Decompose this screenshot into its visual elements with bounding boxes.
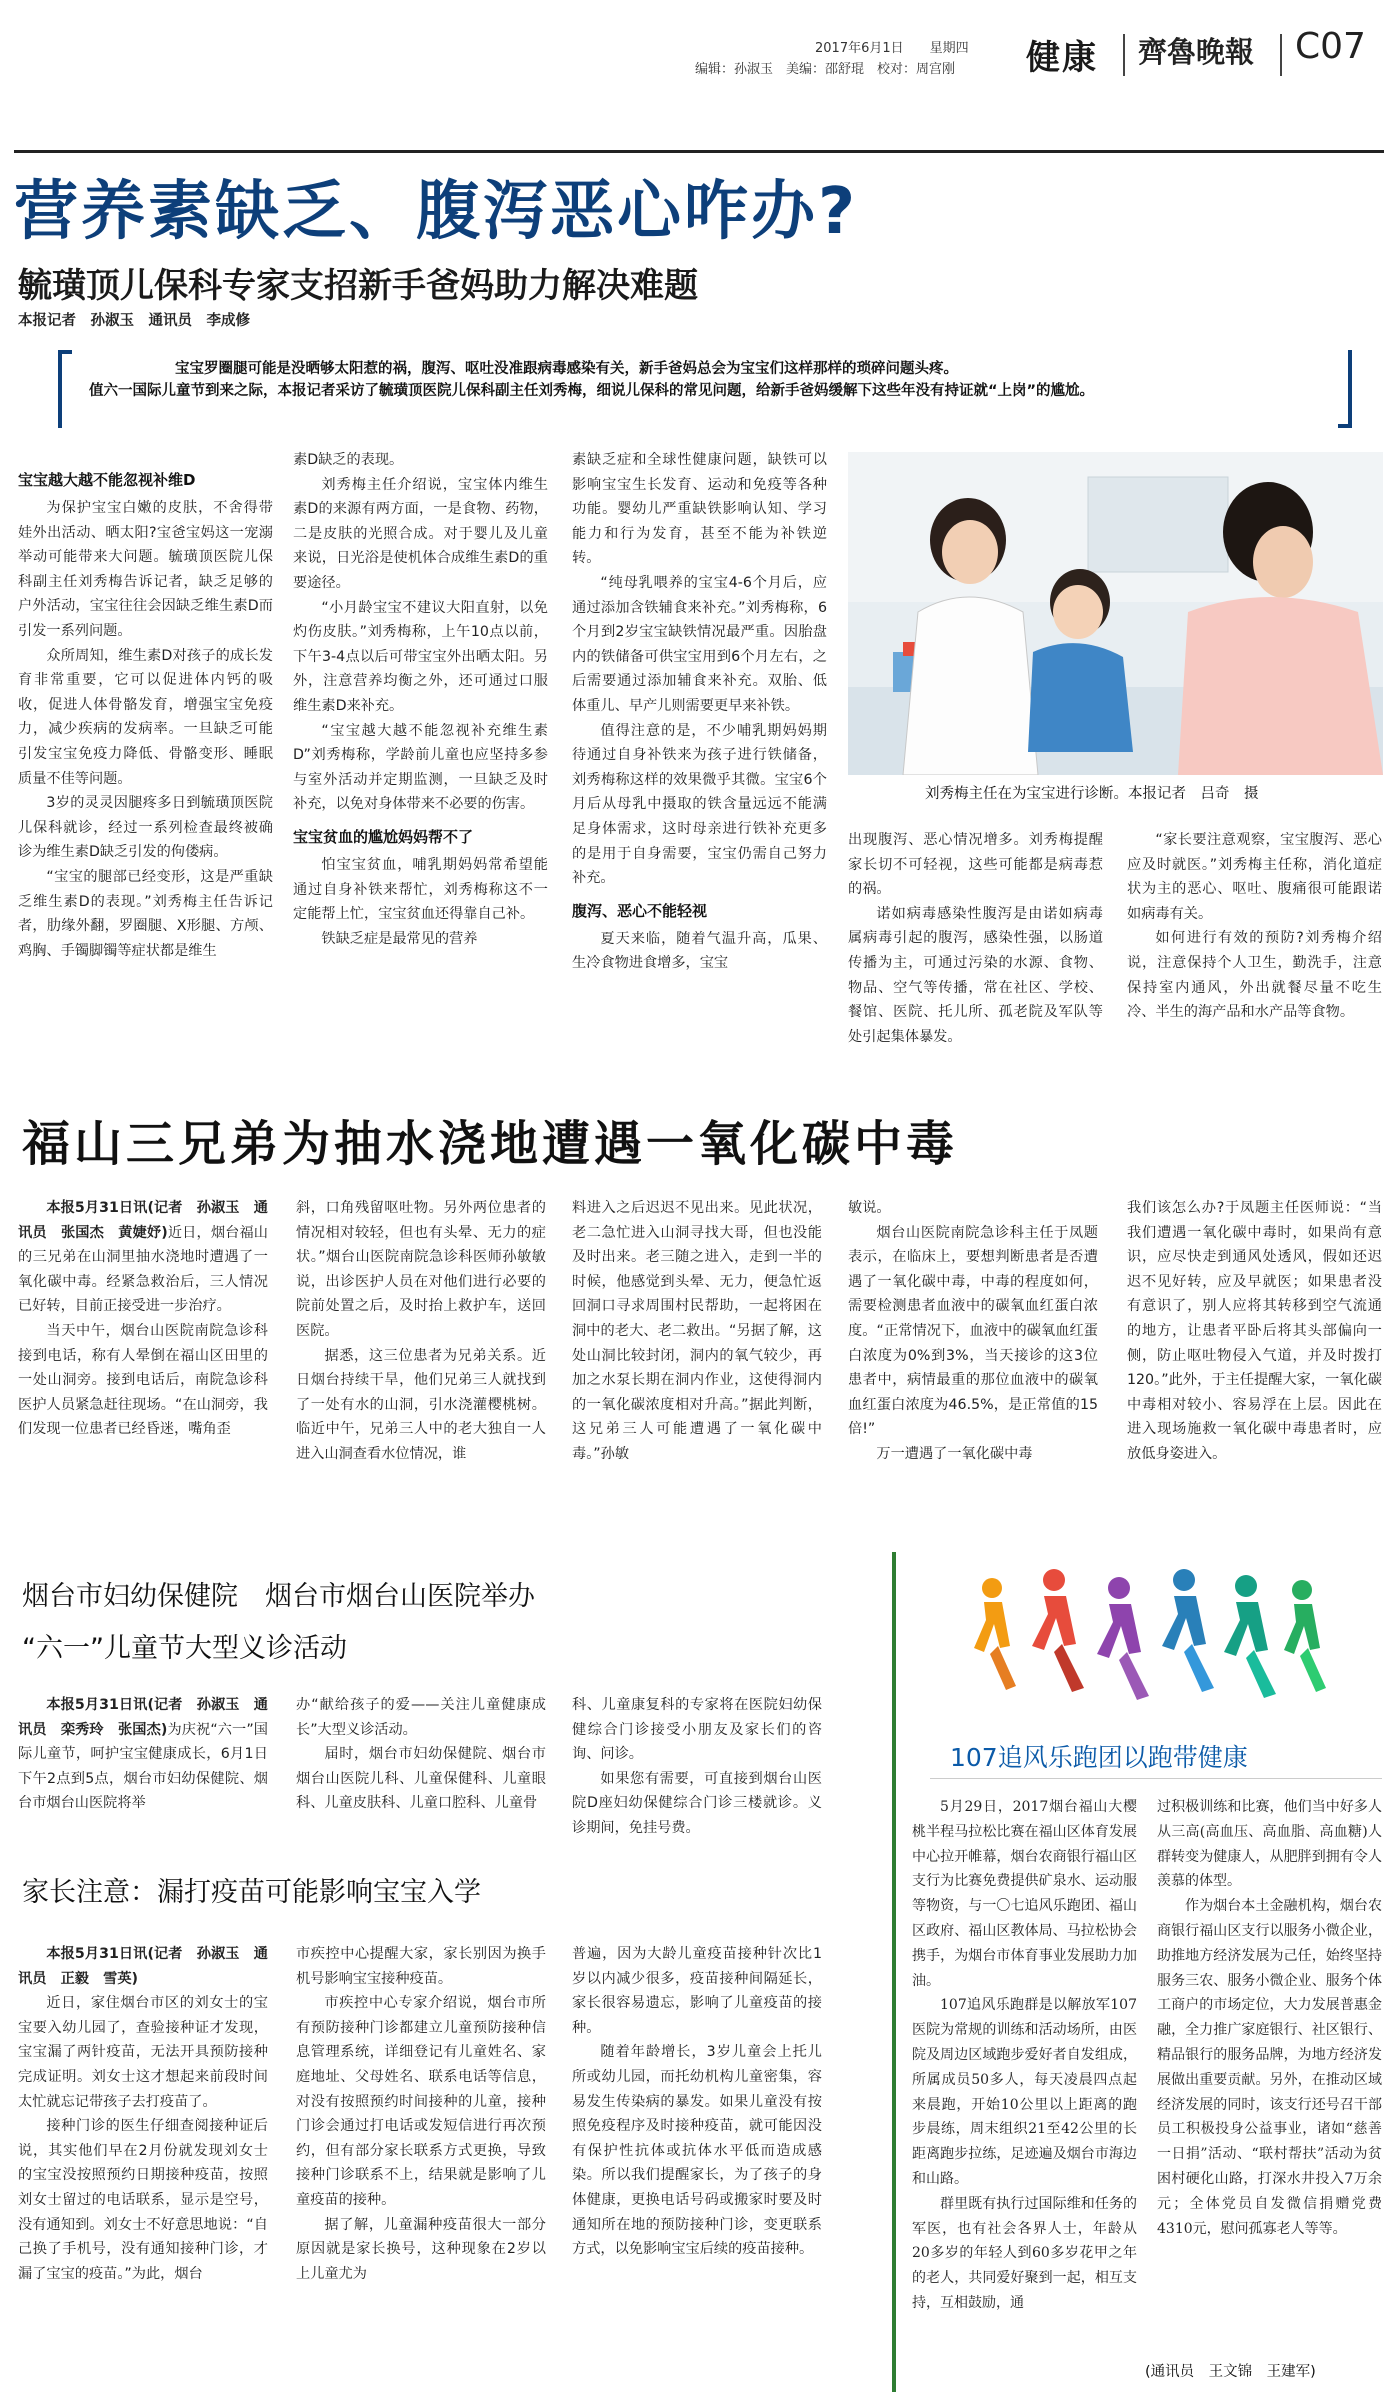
article1-column-1 <box>18 460 273 1080</box>
lead-paragraph: 值六一国际儿童节到来之际，本报记者采访了毓璜顶医院儿保科副主任刘秀梅，细说儿保科的常见问题，给新手爸妈缓解下这些年没有持证就“上岗”的尴尬。 <box>89 383 1095 399</box>
dateline: 本报5月31日讯(记者 孙淑玉 通讯员 正毅 雪英) <box>18 1946 268 1987</box>
clinic-photo-illustration <box>848 452 1383 775</box>
paragraph: 敏说。 <box>848 1200 891 1216</box>
article1-column-5 <box>1127 828 1382 1080</box>
runners-illustration <box>962 1566 1342 1706</box>
paragraph: 素缺乏症和全球性健康问题，缺铁可以影响宝宝生长发育、运动和免疫等各种功能。婴幼儿严重缺铁影响认知、学习能力和行为发育，甚至不能为补铁逆转。 <box>572 452 827 567</box>
paragraph: 届时，烟台市妇幼保健院、烟台市烟台山医院儿科、儿童保健科、儿童眼科、儿童皮肤科、儿童口腔科、儿童骨 <box>296 1746 546 1812</box>
dateline: 本报5月31日讯(记者 孙淑玉 通讯员 张国杰 黄婕妤) <box>18 1200 268 1241</box>
paragraph: 普遍，因为大龄儿童疫苗接种针次比1岁以内减少很多，疫苗接种间隔延长，家长很容易遗忘，影响了儿童疫苗的接种。 <box>572 1946 822 2036</box>
paragraph <box>18 1942 268 1991</box>
article1-column-4 <box>848 828 1103 1080</box>
paragraph: 3岁的灵灵因腿疼多日到毓璜顶医院儿保科就诊，经过一系列检查最终被确诊为维生素D缺乏引发的佝偻病。 <box>18 795 273 861</box>
paragraph: 市疾控中心专家介绍说，烟台市所有预防接种门诊都建立儿童预防接种信息管理系统，详细登记有儿童姓名、家庭地址、父母姓名、联系电话等信息，对没有按照预约时间接种的儿童，接种门诊会通过打电话或发短信进行再次预约，但有部分家长联系方式更换，导致接种门诊联系不上，结果就是影响了儿童疫苗的接种。 <box>296 1995 546 2208</box>
staff-credits: 编辑：孙淑玉 美编：邵舒琨 校对：周宫刚 <box>695 62 956 77</box>
paragraph <box>18 1196 268 1319</box>
paragraph: “宝宝越大越不能忽视补充维生素D”刘秀梅称，学龄前儿童也应坚持多参与室外活动并定期监测，一旦缺乏及时补充，以免对身体带来不必要的伤害。 <box>293 722 548 813</box>
paragraph: 怕宝宝贫血，哺乳期妈妈常希望能通过自身补铁来帮忙，刘秀梅称这不一定能帮上忙，宝宝贫血还得靠自己补。 <box>293 856 548 923</box>
article1-column-3 <box>572 448 827 1080</box>
paragraph: 烟台山医院南院急诊科主任于凤题表示，在临床上，要想判断患者是否遭遇了一氧化碳中毒，中毒的程度如何，需要检测患者血液中的碳氧血红蛋白浓度。“正常情况下，血液中的碳氧血红蛋白浓度为0%到3%，当天接诊的这3位患者中，病情最重的那位血液中的碳氧血红蛋白浓度为46.5%，是正常值的15倍!” <box>848 1224 1098 1438</box>
paragraph: 素D缺乏的表现。 <box>293 452 404 468</box>
article1-subtitle: 毓璜顶儿保科专家支招新手爸妈助力解决难题 <box>18 266 698 306</box>
article3-column-2 <box>296 1693 546 1843</box>
article4-column-2 <box>296 1942 546 2390</box>
paragraph: 我们该怎么办?于凤题主任医师说：“当我们遭遇一氧化碳中毒时，如果尚有意识，应尽快走到通风处透风，假如还迟迟不见好转，应及早就医；如果患者没有意识了，别人应将其转移到空气流通的地方，让患者平卧后将其头部偏向一侧，防止呕吐物侵入气道，并及时拨打120。”此外，于主任提醒大家，一氧化碳中毒相对较小、容易浮在上层。因此在进入现场施救一氧化碳中毒患者时，应放低身姿进入。 <box>1127 1200 1382 1462</box>
paragraph: “小月龄宝宝不建议大阳直射，以免灼伤皮肤。”刘秀梅称，上午10点以前，下午3-4点以后可带宝宝外出晒太阳。另外，注意营养均衡之外，还可通过口服维生素D来补充。 <box>293 599 548 714</box>
runners-graphic <box>962 1566 1342 1706</box>
article4-column-1 <box>18 1942 268 2390</box>
paragraph: 过积极训练和比赛，他们当中好多人从三高(高血压、高血脂、高血糖)人群转变为健康人，从肥胖到拥有令人羡慕的体型。 <box>1157 1799 1382 1890</box>
article4-title: 家长注意：漏打疫苗可能影响宝宝入学 <box>22 1877 481 1908</box>
paragraph: “家长要注意观察，宝宝腹泻、恶心应及时就医。”刘秀梅主任称，消化道症状为主的恶心、呕吐、腹痛很可能跟诺如病毒有关。 <box>1127 832 1382 922</box>
clinic-photo <box>848 452 1383 775</box>
article2-column-2 <box>296 1196 546 1541</box>
paragraph: 近日，家住烟台市区的刘女士的宝宝要入幼儿园了，查验接种证才发现，宝宝漏了两针疫苗，无法开具预防接种完成证明。刘女士这才想起来前段时间太忙就忘记带孩子去打疫苗了。 <box>18 1995 268 2110</box>
article5-title-rule <box>930 1778 1382 1779</box>
paragraph: 107追风乐跑群是以解放军107医院为常规的训练和活动场所，由医院及周边区域跑步爱好者自发组成，所属成员50多人，每天凌晨四点起来晨跑，开始10公里以上距离的跑步晨练，周末组织21至42公里的长距离跑步拉练，足迹遍及烟台市海边和山路。 <box>912 1997 1137 2187</box>
article5-credit: (通讯员 王文锦 王建军) <box>1145 2364 1316 2380</box>
paragraph: 随着年龄增长，3岁儿童会上托儿所或幼儿园，而托幼机构儿童密集，容易发生传染病的暴发。如果儿童没有按照免疫程序及时接种疫苗，就可能因没有保护性抗体或抗体水平低而造成感染。所以我们提醒家长，为了孩子的身体健康，更换电话号码或搬家时要及时通知所在地的预防接种门诊，变更联系方式，以免影响宝宝后续的疫苗接种。 <box>572 2044 822 2258</box>
article2-column-5 <box>1127 1196 1382 1541</box>
sidebar-rule <box>892 1552 896 2392</box>
article1-column-2 <box>293 448 548 1080</box>
paragraph: 斜，口角残留呕吐物。另外两位患者的情况相对较轻，但也有头晕、无力的症状。”烟台山医院南院急诊科医师孙敏敏说，出诊医护人员在对他们进行必要的院前处置之后，及时抬上救护车，送回医院。 <box>296 1200 546 1339</box>
paragraph: 铁缺乏症是最常见的营养 <box>321 930 478 947</box>
article1-lead <box>89 358 1345 402</box>
article2-column-1 <box>18 1196 268 1541</box>
paragraph: 群里既有执行过国际维和任务的军医，也有社会各界人士，年龄从20多岁的年轻人到60多岁花甲之年的老人，共同爱好聚到一起，相互支持，互相鼓励，通 <box>912 2195 1137 2311</box>
paragraph: 当天中午，烟台山医院南院急诊科接到电话，称有人晕倒在福山区田里的一处山洞旁。接到电话后，南院急诊科医护人员紧急赶往现场。“在山洞旁，我们发现一位患者已经昏迷，嘴角歪 <box>18 1322 268 1438</box>
paragraph: 料进入之后迟迟不见出来。见此状况，老二急忙进入山洞寻找大哥，但也没能及时出来。老三随之进入，走到一半的时候，他感觉到头晕、无力，便急忙返回洞口寻求周围村民帮助，一起将困在洞中的老大、老二救出。“另据了解，这处山洞比较封闭，洞内的氧气较少，再加之水泵长期在洞内作业，这使得洞内的一氧化碳浓度相对升高。”据此判断，这兄弟三人可能遭遇了一氧化碳中毒。”孙敏 <box>572 1200 822 1462</box>
article5-column-1 <box>912 1795 1137 2393</box>
article2-column-3 <box>572 1196 822 1541</box>
paragraph: 科、儿童康复科的专家将在医院妇幼保健综合门诊接受小朋友及家长们的咨询、问诊。 <box>572 1697 822 1763</box>
newspaper-logo: 齊魯晚報 <box>1138 35 1255 69</box>
article2-column-4 <box>848 1196 1098 1541</box>
paragraph: 为保护宝宝白嫩的皮肤，不舍得带娃外出活动、晒太阳?宝爸宝妈这一宠溺举动可能带来大问题。毓璜顶医院儿保科副主任刘秀梅告诉记者，缺乏足够的户外活动，宝宝往往会因缺乏维生素D而引发一系列问题。 <box>18 500 273 639</box>
issue-date: 2017年6月1日 <box>815 41 904 56</box>
article3-column-3 <box>572 1693 822 1843</box>
paragraph: 如何进行有效的预防?刘秀梅介绍说，注意保持个人卫生，勤洗手，注意保持室内通风，外出就餐尽量不吃生冷、半生的海产品和水产品等食物。 <box>1127 930 1382 1021</box>
subheading: 宝宝贫血的尴尬妈妈帮不了 <box>293 827 474 846</box>
paragraph: “宝宝的腿部已经变形，这是严重缺乏维生素D的表现。”刘秀梅主任告诉记者，肋缘外翻，罗圈腿、X形腿、方颅、鸡胸、手镯脚镯等症状都是维生 <box>18 868 273 959</box>
article3-title-line1: 烟台市妇幼保健院 烟台市烟台山医院举办 <box>22 1581 535 1612</box>
issue-weekday: 星期四 <box>929 41 969 56</box>
section-name: 健康 <box>1026 38 1098 78</box>
subheading: 腹泻、恶心不能轻视 <box>572 901 708 920</box>
dateline: 本报5月31日讯(记者 孙淑玉 通讯员 栾秀玲 张国杰) <box>18 1697 268 1738</box>
article5-column-2 <box>1157 1795 1382 2355</box>
paragraph: 刘秀梅主任介绍说，宝宝体内维生素D的来源有两方面，一是食物、药物，二是皮肤的光照合成。对于婴儿及儿童来说，日光浴是使机体合成维生素D的重要途径。 <box>293 476 548 591</box>
article2-title: 福山三兄弟为抽水浇地遭遇一氧化碳中毒 <box>22 1116 959 1172</box>
header-divider <box>1280 34 1282 76</box>
paragraph-text: 近日，烟台福山的三兄弟在山洞里抽水浇地时遭遇了一氧化碳中毒。经紧急救治后，三人情况已好转，目前正接受进一步治疗。 <box>18 1224 268 1315</box>
paragraph: 市疾控中心提醒大家，家长别因为换手机号影响宝宝接种疫苗。 <box>296 1946 546 1987</box>
paragraph: 如果您有需要，可直接到烟台山医院D座妇幼保健综合门诊三楼就诊。义诊期间，免挂号费。 <box>572 1770 822 1836</box>
article3-title-line2: “六一”儿童节大型义诊活动 <box>22 1633 347 1664</box>
paragraph <box>18 1693 268 1816</box>
article1-title: 营养素缺乏、腹泻恶心咋办? <box>14 175 859 249</box>
header-divider <box>1123 34 1125 76</box>
article5-title: 107追风乐跑团以跑带健康 <box>950 1743 1248 1772</box>
paragraph: 夏天来临，随着气温升高，瓜果、生冷食物进食增多，宝宝 <box>572 930 827 972</box>
paragraph: 办“献给孩子的爱——关注儿童健康成长”大型义诊活动。 <box>296 1697 546 1738</box>
paragraph: 接种门诊的医生仔细查阅接种证后说，其实他们早在2月份就发现刘女士的宝宝没按照预约日期接种疫苗，按照刘女士留过的电话联系，显示是空号，没有通知到。刘女士不好意思地说：“自己换了手机号，没有通知接种门诊，才漏了宝宝的疫苗。”为此，烟台 <box>18 2118 268 2282</box>
subheading: 宝宝越大越不能忽视补维D <box>18 471 196 489</box>
paragraph: “纯母乳喂养的宝宝4-6个月后，应通过添加含铁辅食来补充。”刘秀梅称，6个月到2岁宝宝缺铁情况最严重。因胎盘内的铁储备可供宝宝用到6个月左右，之后需要通过添加辅食来补充。双胎、低体重儿、早产儿则需要更早来补铁。 <box>572 574 827 714</box>
article3-column-1 <box>18 1693 268 1843</box>
photo-caption: 刘秀梅主任在为宝宝进行诊断。本报记者 吕奇 摄 <box>925 786 1259 802</box>
paragraph: 据了解，儿童漏种疫苗很大一部分原因就是家长换号，这种现象在2岁以上儿童尤为 <box>296 2216 546 2282</box>
paragraph: 出现腹泻、恶心情况增多。刘秀梅提醒家长切不可轻视，这些可能都是病毒惹的祸。 <box>848 832 1103 898</box>
lead-paragraph: 宝宝罗圈腿可能是没晒够太阳惹的祸，腹泻、呕吐没准跟病毒感染有关，新手爸妈总会为宝宝们这样那样的琐碎问题头疼。 <box>175 361 958 377</box>
paragraph: 众所周知，维生素D对孩子的成长发育非常重要，它可以促进体内钙的吸收，促进人体骨骼发育，增强宝宝免疫力，减少疾病的发病率。一旦缺乏可能引发宝宝免疫力降低、骨骼变形、睡眠质量不佳等问题。 <box>18 647 273 787</box>
page-number: C07 <box>1295 26 1366 67</box>
header-rule <box>14 150 1384 153</box>
paragraph: 5月29日，2017烟台福山大樱桃半程马拉松比赛在福山区体育发展中心拉开帷幕，烟台农商银行福山区支行为比赛免费提供矿泉水、运动服等物资，与一〇七追风乐跑团、福山区政府、福山区教体局、马拉松协会携手，为烟台市体育事业发展助力加油。 <box>912 1799 1137 1989</box>
article1-byline: 本报记者 孙淑玉 通讯员 李成修 <box>18 313 250 329</box>
paragraph: 值得注意的是，不少哺乳期妈妈期待通过自身补铁来为孩子进行铁储备，刘秀梅称这样的效果微乎其微。宝宝6个月后从母乳中摄取的铁含量远远不能满足身体需求，这时母亲进行铁补充更多的是用于自身需要，宝宝仍需自己努力补充。 <box>572 722 827 887</box>
paragraph: 作为烟台本土金融机构，烟台农商银行福山区支行以服务小微企业，助推地方经济发展为己任，始终坚持服务三农、服务小微企业、服务个体工商户的市场定位，大力发展普惠金融，全力推广家庭银行、社区银行、精品银行的服务品牌，为地方经济发展做出重要贡献。另外，在推动区域经济发展的同时，该支行还号召干部员工积极投身公益事业，诸如“慈善一日捐”活动、“联村帮扶”活动为贫困村硬化山路，打深水井投入7万余元；全体党员自发微信捐赠党费4310元，慰问孤寡老人等等。 <box>1157 1898 1382 2237</box>
article4-column-3 <box>572 1942 822 2390</box>
paragraph: 万一遭遇了一氧化碳中毒 <box>876 1445 1033 1462</box>
paragraph: 据悉，这三位患者为兄弟关系。近日烟台持续干旱，他们兄弟三人就找到了一处有水的山洞，引水浇灌樱桃树。临近中午，兄弟三人中的老大独自一人进入山洞查看水位情况，谁 <box>296 1347 546 1462</box>
paragraph-text: 为庆祝“六一”国际儿童节，呵护宝宝健康成长，6月1日下午2点到5点，烟台市妇幼保健院、烟台市烟台山医院将举 <box>18 1721 268 1812</box>
paragraph: 诺如病毒感染性腹泻是由诺如病毒属病毒引起的腹泻，感染性强，以肠道传播为主，可通过污染的水源、食物、物品、空气等传播，常在社区、学校、餐馆、医院、托儿所、孤老院及军队等处引起集体暴发。 <box>848 905 1103 1045</box>
